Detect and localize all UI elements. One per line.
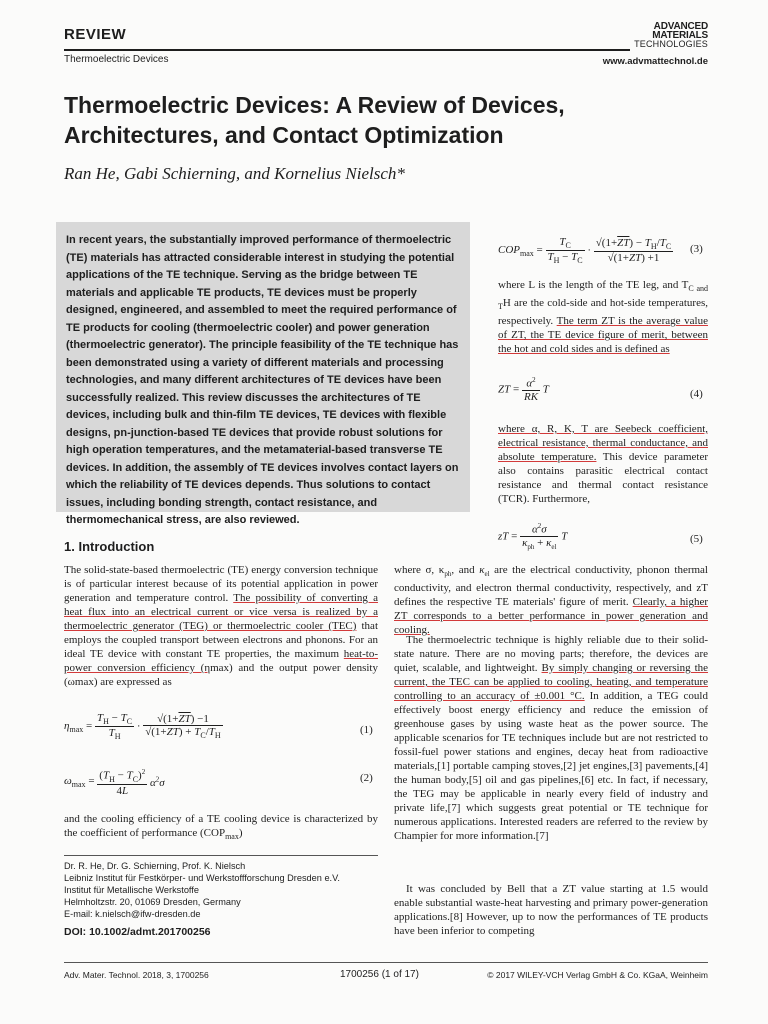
- footer-rule: [64, 962, 708, 963]
- logo-line-3: TECHNOLOGIES: [634, 39, 708, 49]
- right-paragraph-1: where L is the length of the TE leg, and $T_{C and T}H$ are the cold-side and hot-side temperatures, respectively. The term ZT is the average value of ZT, the TE device figure of merit, between the hot and cold sides and is defined as: [498, 279, 708, 356]
- intro-paragraph-1: The solid-state-based thermoelectric (TE) energy conversion technique is of particular interest because of its potential application in power generation and temperature control. The possibility of converting a heat flux into an electrical current or vice versa is realized by a thermoelectric generator (TEG) or thermoelectric cooler (TEC) that employs the coupled transport between electrons and phonons. For an ideal TE device with constant TE properties, the maximum heat-to-power conversion efficiency (ηmax) and the output power density (ωmax) are expressed as: [64, 564, 378, 688]
- eq2-number: (2): [360, 772, 373, 784]
- section-label: Thermoelectric Devices: [64, 54, 169, 65]
- contact-email[interactable]: E-mail: k.nielsch@ifw-dresden.de: [64, 909, 201, 919]
- right-paragraph-2: where α, R, K, T are Seebeck coefficient, electrical resistance, thermal conductance, and absolute temperature. This device parameter also contains parasitic electrical contact resistance and thermal contact resistance (TCR). Furthermore,: [498, 423, 709, 505]
- equation-3: $COP_{max}$ = $\frac{T_C}{T_H - T_C}$ · $\frac{√(1+\overline{ZT}) - T_H/T_C}{√(1+\overline{ZT}) +1}$: [498, 236, 672, 266]
- header-rule: [64, 49, 630, 51]
- journal-logo: [606, 22, 708, 49]
- right-paragraph-3: where σ, $\kappa_{ph}$, and $\kappa_{el}$ are the electrical conductivity, phonon thermal conductivity, and electron thermal conductivity, respectively, and zT defines the respective TE materials' figure of merit. Clearly, a higher ZT corresponds to a better performance in power generation and cooling.: [394, 564, 708, 637]
- copyright: © 2017 WILEY-VCH Verlag GmbH & Co. KGaA, Weinheim: [487, 970, 708, 980]
- authors: Ran He, Gabi Schierning, and Kornelius Nielsch*: [64, 164, 405, 183]
- equation-2: $\omega_{max}$ = $\frac{(T_H - T_C)^2}{4L}$ $\alpha^2\sigma$: [64, 768, 165, 797]
- abstract-text: In recent years, the substantially improved performance of thermoelectric (TE) materials has attracted considerable interest in studying the potential applications of the TE technique. Serving as the bridge between TE materials and applicable TE products, TE devices must be properly designed, engineered, and assembled to meet the required performance of TE products for cooling (thermoelectric cooler) and power generation (thermoelectric generator). The principle feasibility of the TE technique has been demonstrated using a variety of different materials and processing technologies, and many different architectures of TE devices have been successfully realized. This review discusses the architectures of TE devices, including bulk and thin-film TE devices, TE devices with flexible designs, pn-junction-based TE devices that provide robust solutions for high operation temperatures, and the metamaterial-based transverse TE devices. In addition, the assembly of TE devices involves contact layers on which the reliability of TE devices depends. Thus solutions to contact issues, including bonding strength, contact resistance, and thermomechanical stress, are also reviewed.: [66, 234, 459, 526]
- logo-line-2: MATERIALS: [652, 30, 708, 41]
- title-line-1: Thermoelectric Devices: A Review of Devices,: [64, 92, 565, 118]
- eq4-number: (4): [690, 388, 703, 400]
- equation-1: $\eta_{max}$ = $\frac{T_H - T_C}{T_H}$ · $\frac{√(1+\overline{ZT}) -1}{√(1+\overline{ZT}) + T_C/T_H}$: [64, 712, 221, 742]
- review-label: REVIEW: [64, 26, 127, 43]
- eq1-number: (1): [360, 724, 373, 736]
- logo-line-1: ADVANCED: [653, 21, 708, 32]
- journal-url[interactable]: www.advmattechnol.de: [602, 56, 708, 67]
- title-line-2: Architectures, and Contact Optimization: [64, 122, 504, 148]
- page-number: 1700256 (1 of 17): [340, 969, 419, 980]
- right-paragraph-5: It was concluded by Bell that a ZT value starting at 1.5 would enable substantial waste-heat harvesting and primary power-generation applications.[8] However, up to now the performances of TE products have been inferior to competing: [394, 883, 708, 937]
- footnote-rule: [64, 855, 378, 856]
- intro-paragraph-2: and the cooling efficiency of a TE cooling device is characterized by the coefficient of performance $(COP_{max})$: [64, 813, 378, 842]
- doi-link[interactable]: DOI: 10.1002/admt.201700256: [64, 926, 211, 938]
- citation: Adv. Mater. Technol. 2018, 3, 1700256: [64, 970, 209, 980]
- equation-5: zT = $\frac{\alpha^2\sigma}{\kappa_{ph} + \kappa_{el}}$ T: [498, 522, 568, 551]
- affiliation-footnote: Dr. R. He, Dr. G. Schierning, Prof. K. Nielsch Leibniz Institut für Festkörper- und Werkstoffforschung Dresden e.V. Institut für Metallische Werkstoffe Helmholtzstr. 20, 01069 Dresden, Germany E-mail: k.nielsch@ifw-dresden.de: [64, 860, 384, 920]
- equation-4: ZT = $\frac{\alpha^2}{RK}$ T: [498, 376, 549, 403]
- eq3-number: (3): [690, 243, 703, 255]
- eq5-number: (5): [690, 533, 703, 545]
- article-title: [64, 90, 624, 150]
- section-heading-introduction: 1. Introduction: [64, 539, 155, 554]
- right-paragraph-4: The thermoelectric technique is highly reliable due to their solid-state nature. There are no moving parts; therefore, the devices are quiet, scalable, and lightweight. By simply changing or reversing the current, the TEC can be applied to cooling, heating, and temperature controlling to an accuracy of ±0.001 °C. In addition, a TEG could effectively boost energy efficiency and reduce the emission of greenhouse gases by using waste heat as the power source. The applicable scenarios for TE techniques include but are not restricted to fossil-fuel power stations and engines, decay heat from radioactive materials,[1] portable camping stoves,[2] jet engines,[3] pavements,[4] the human body,[5] oil and gas pipelines,[6] etc. In fact, if necessary, the TEG may be applicable in nearly every field of industry and private life,[7] which suggests great potential or TE technique for numerous applications. Interested readers are referred to the review by Champier for more information.[7]: [394, 634, 709, 842]
